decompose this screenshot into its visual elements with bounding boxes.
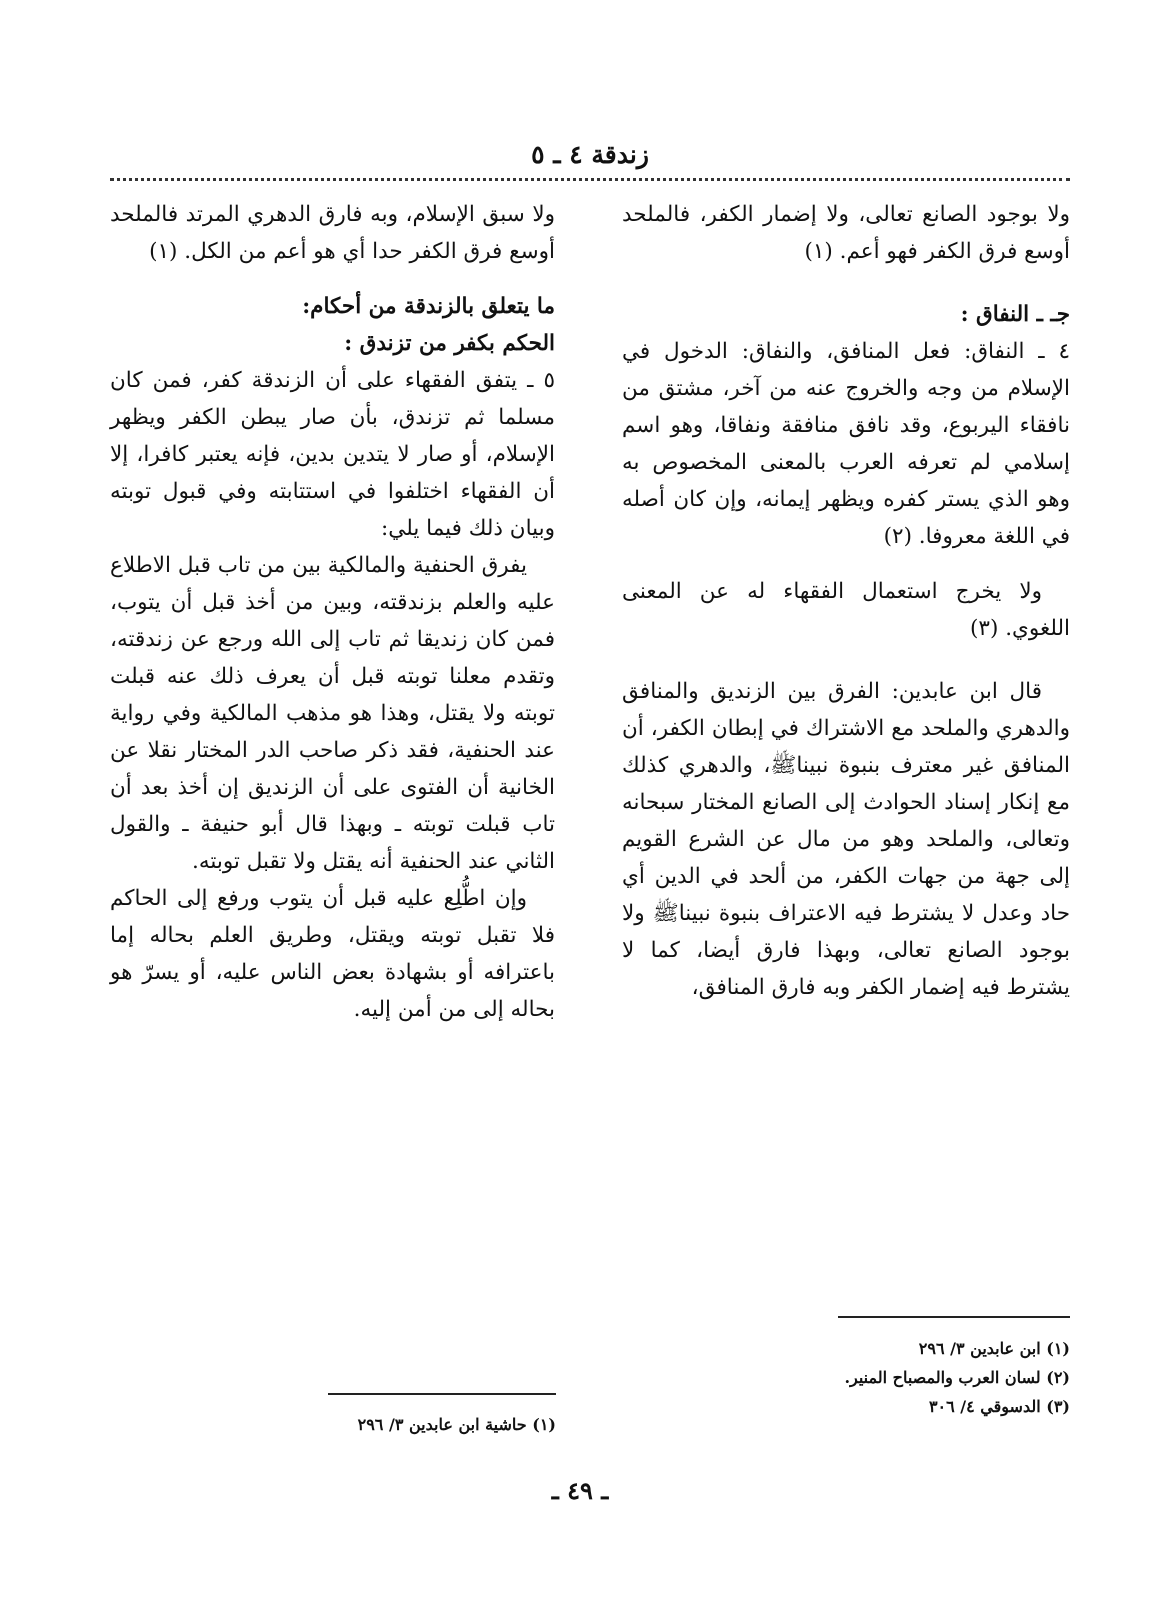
left-paragraph-3: يفرق الحنفية والمالكية بين من تاب قبل الاطلاع عليه والعلم بزندقته، وبين من أخذ قبل أن يتوب، فمن كان زنديقا ثم تاب إلى الله ورجع عن زندقته، وتقدم معلنا توبته قبل أن يعرف ذلك عنه قبلت توبته ولا يقتل، وهذا هو مذهب المالكية وفي رواية عند الحنفية، فقد ذكر صاحب الدر المختار نقلا عن الخانية أن الفتوى على أن الزنديق إن أخذ بعد أن تاب قبلت توبته ـ وبهذا قال أبو حنيفة ـ والقول الثاني عند الحنفية أنه يقتل ولا تقبل توبته. (110, 553, 555, 874)
left-column (110, 196, 555, 1028)
page-number: ـ ٤٩ ـ (551, 1476, 609, 1505)
header-dotted-divider (110, 178, 1070, 181)
footnote-item: (١) حاشية ابن عابدين ٣/ ٢٩٦ (357, 1415, 556, 1434)
right-paragraph-2: ٤ ـ النفاق: فعل المنافق، والنفاق: الدخول في الإسلام من وجه والخروج عنه من آخر، مشتق من نافقاء اليربوع، وقد نافق منافقة ونفاقا، وهو اسم إسلامي لم تعرفه العرب بالمعنى المخصوص به وهو الذي يستر كفره ويظهر إيمانه، وإن كان أصله في اللغة معروفا. (٢) (622, 339, 1070, 549)
spacer (622, 647, 1070, 673)
spacer (622, 270, 1070, 296)
right-paragraph-1: ولا بوجود الصانع تعالى، ولا إضمار الكفر، فالملحد أوسع فرق الكفر فهو أعم. (١) (622, 202, 1070, 264)
footnote-item: (٢) لسان العرب والمصباح المنير. (844, 1368, 1070, 1387)
running-header-title: زندقة ٤ ـ ٥ (531, 140, 649, 169)
right-paragraph-4: قال ابن عابدين: الفرق بين الزنديق والمنافق والدهري والملحد مع الاشتراك في إبطان الكفر، أن المنافق غير معترف بنبوة نبيناﷺ، والدهري كذلك مع إنكار إسناد الحوادث إلى الصانع المختار سبحانه وتعالى، والملحد وهو من مال عن الشرع القويم إلى جهة من جهات الكفر، من ألحد في الدين أي حاد وعدل لا يشترط فيه الاعتراف بنبوة نبيناﷺ ولا بوجود الصانع تعالى، وبهذا فارق أيضا، كما لا يشترط فيه إضمار الكفر وبه فارق المنافق، (622, 679, 1070, 1000)
footnotes-right (780, 1334, 1070, 1421)
right-paragraph-3: ولا يخرج استعمال الفقهاء له عن المعنى اللغوي. (٣) (622, 579, 1070, 641)
section-heading-rulings: ما يتعلق بالزندقة من أحكام: (302, 294, 555, 319)
footnote-divider-right (838, 1316, 1070, 1318)
footnote-item: (٣) الدسوقي ٤/ ٣٠٦ (928, 1397, 1070, 1416)
left-paragraph-1: ولا سبق الإسلام، وبه فارق الدهري المرتد فالملحد أوسع فرق الكفر حدا أي هو أعم من الكل. (١) (110, 202, 555, 264)
left-paragraph-2: ٥ ـ يتفق الفقهاء على أن الزندقة كفر، فمن كان مسلما ثم تزندق، بأن صار يبطن الكفر ويظهر الإسلام، أو صار لا يتدين بدين، فإنه يعتبر كافرا، إلا أن الفقهاء اختلفوا في استتابته وفي قبول توبته وبيان ذلك فيما يلي: (110, 368, 555, 541)
subsection-heading-takfir: الحكم بكفر من تزندق : (344, 331, 555, 356)
right-column (622, 196, 1070, 1006)
left-paragraph-4: وإن اطُّلِع عليه قبل أن يتوب ورفع إلى الحاكم فلا تقبل توبته ويقتل، وطريق العلم بحاله إما باعترافه أو بشهادة بعض الناس عليه، أو يسرّ هو بحاله إلى من أمن إليه. (110, 886, 555, 1022)
spacer (622, 555, 1070, 573)
footnote-divider-left (328, 1393, 556, 1395)
spacer (110, 270, 555, 288)
section-heading-nifaq: جـ ـ النفاق : (960, 302, 1070, 327)
footnotes-left (300, 1410, 556, 1439)
footnote-item: (١) ابن عابدين ٣/ ٢٩٦ (918, 1339, 1070, 1358)
